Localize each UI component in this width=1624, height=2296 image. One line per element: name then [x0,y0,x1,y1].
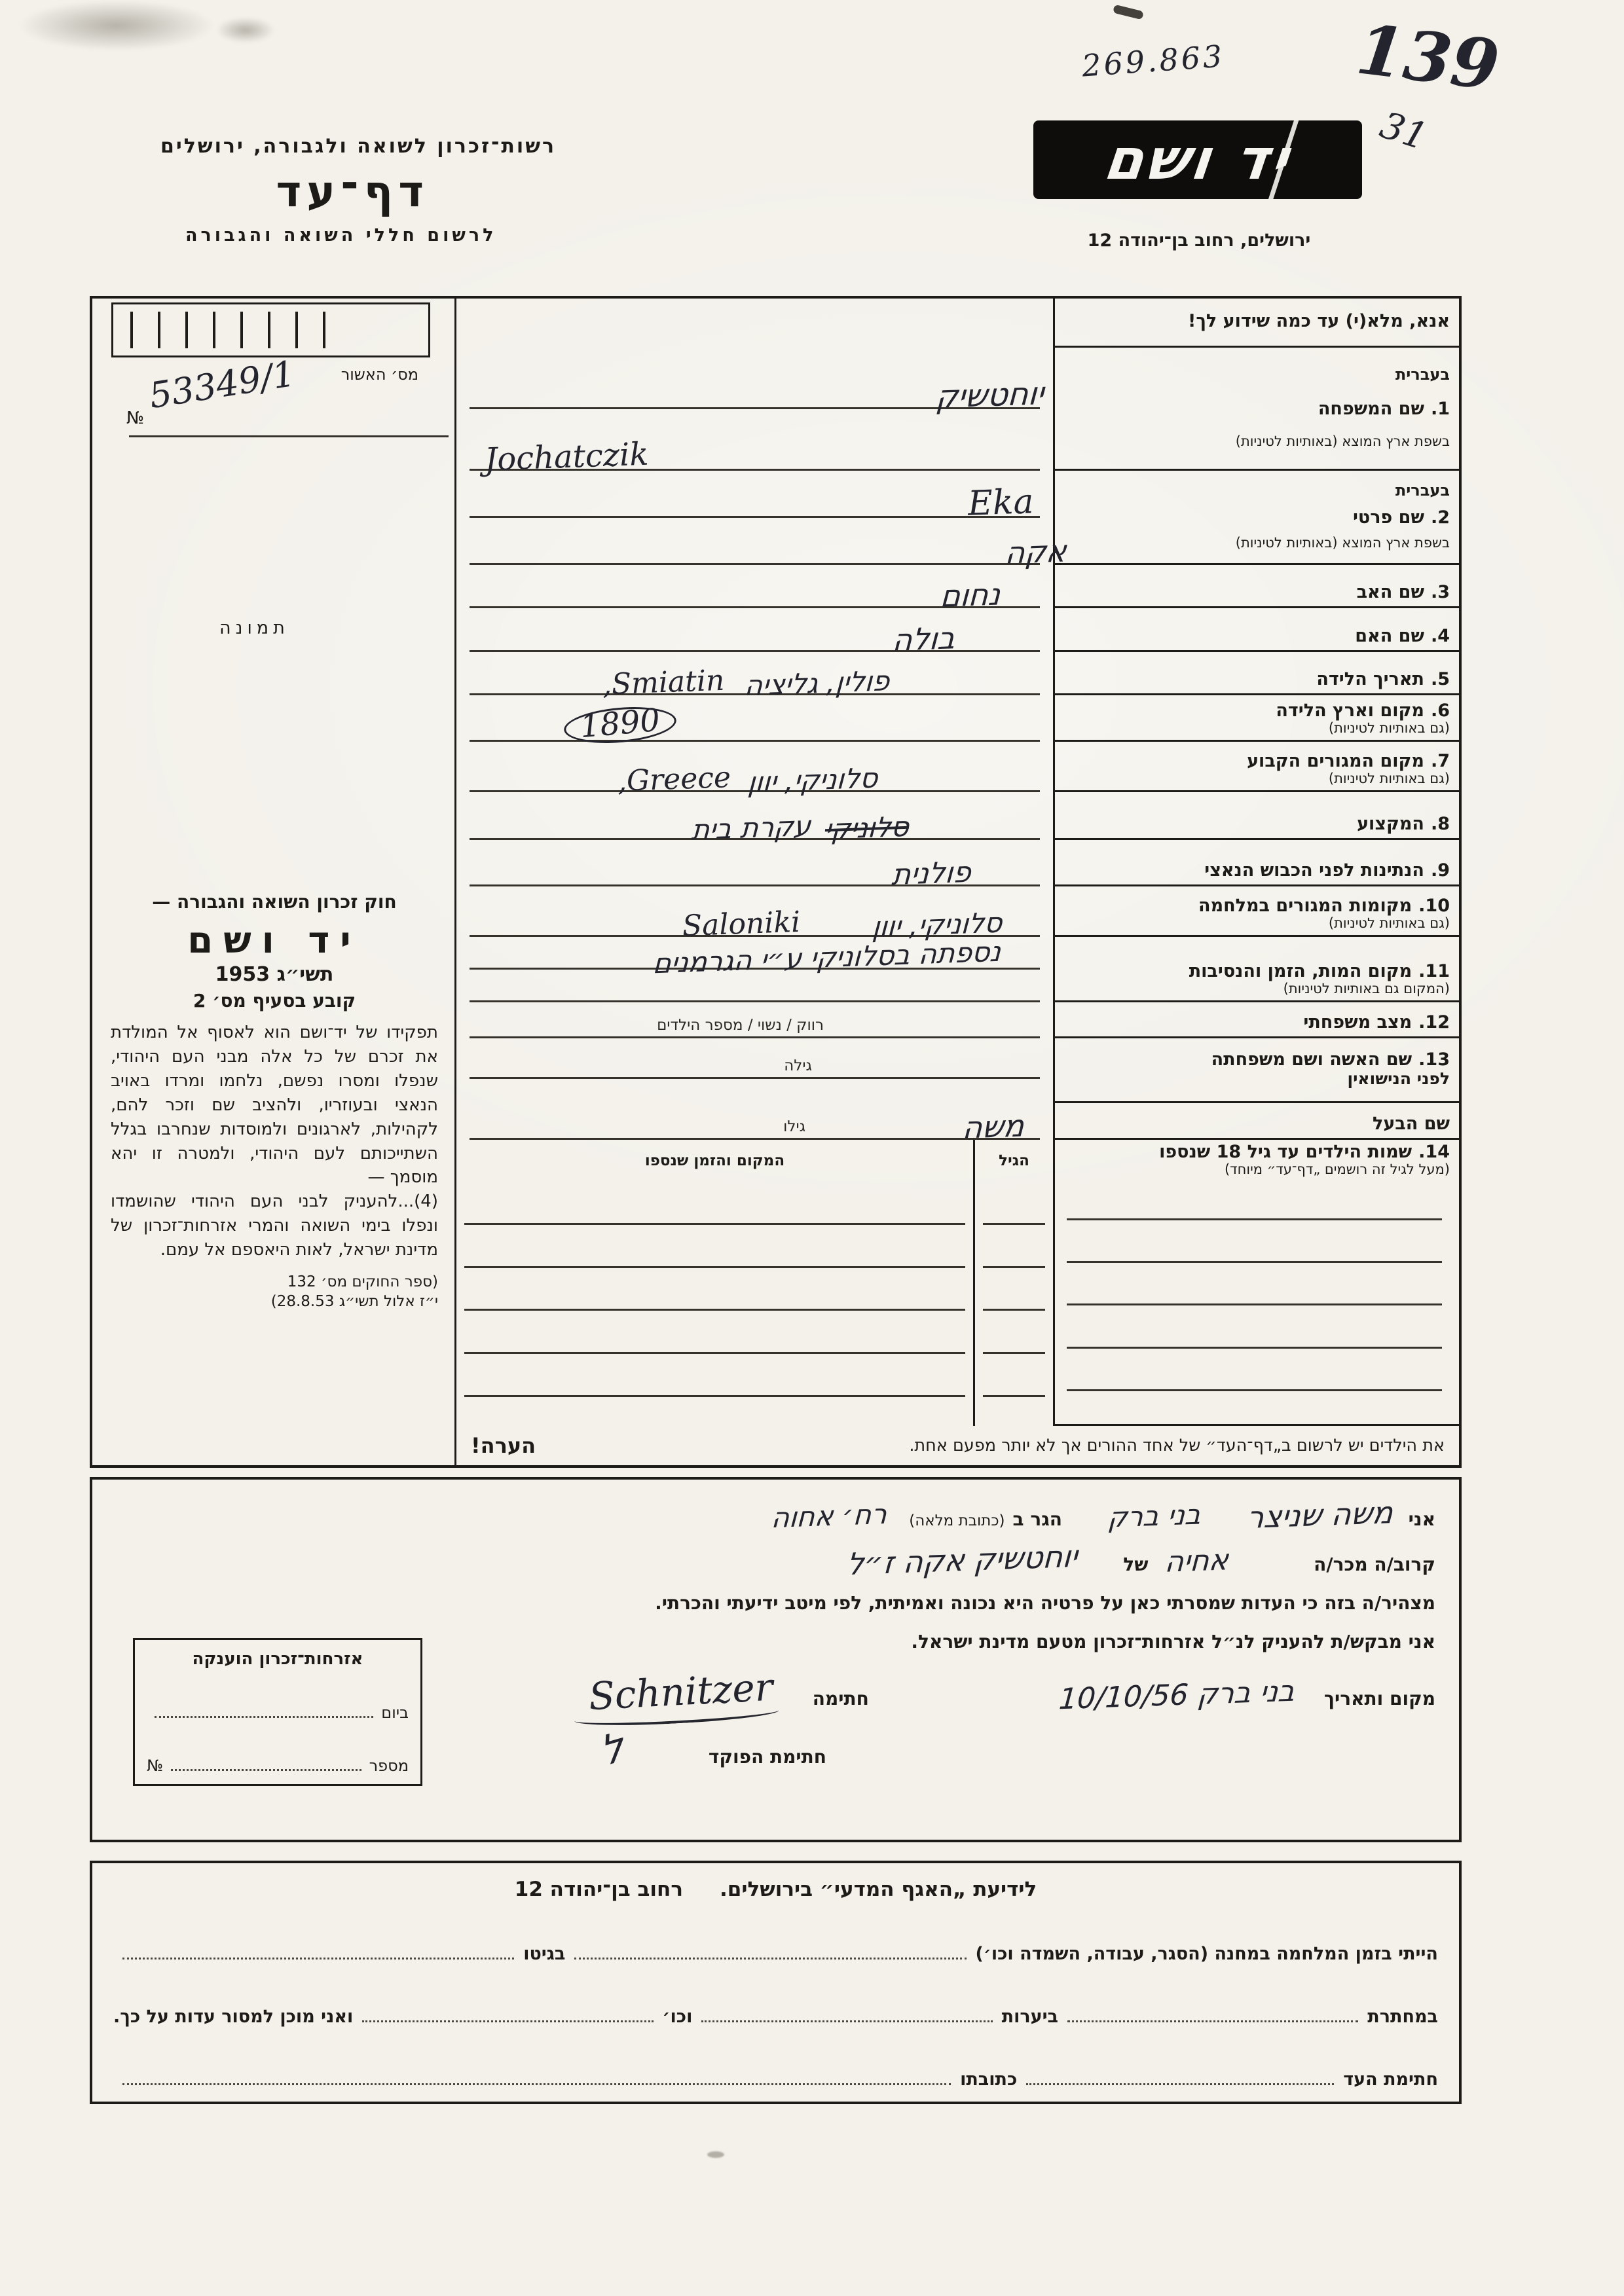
write-line [983,1182,1045,1225]
handwritten-family-name-hebrew: יוחטשיק [934,374,1045,416]
scan-mark [1113,5,1144,20]
law-clause-4: (4)...להעניק לבני העם היהודי שהושמדו ונפלו בימי השואה והמרי אזרחות־זכרון של מדינת ישראל, לאות היאספם אל עמם. [111,1192,438,1260]
tally-stroke [130,312,133,348]
fill-line [1026,2083,1334,2085]
note-label: הערה! [471,1433,536,1458]
field-label: בעברית 1.שם המשפחה בשפת ארץ המוצא (באותיות לטיניות) [1053,348,1459,471]
official-signature-label: חתימת הפוקד [708,1746,826,1768]
certificate-number-area [92,352,456,437]
field-row-family-name [456,348,1459,479]
field-label: שם הבעל [1053,1103,1459,1140]
write-line [470,608,1040,658]
write-line [470,695,1040,746]
office-address: ירושלים, רחוב בן־יהודה 12 [1087,230,1311,251]
fill-line [362,2020,653,2022]
handwritten-declarant-city: בני ברק [1107,1498,1202,1534]
write-line [464,1225,965,1268]
resides-label: הגר ב [1012,1508,1062,1530]
relation-line [116,1538,1435,1582]
handwritten-profession: עקרת בית [690,809,812,847]
answer-area [456,652,1053,702]
field-row-children [456,1140,1459,1426]
handwritten-victim-name: יוחטשיק אקה ז״ל [845,1538,1079,1582]
fill-line [122,1958,514,1959]
field-row-father-name [456,565,1459,614]
answer-area [456,695,1053,746]
handwritten-wartime-residence-latin: Saloniki [681,905,801,943]
write-line [1067,1177,1442,1220]
write-line [470,652,1040,702]
write-line [983,1268,1045,1311]
handwritten-relation: אחיה [1164,1543,1230,1579]
write-line [470,792,1040,847]
answer-area [456,742,1053,799]
field-row-husband-name [456,1103,1459,1146]
forests-label: ביערות [1001,2007,1059,2027]
i-label: אני [1408,1508,1435,1530]
law-source-reference: (ספר החוקים מס׳ 132 י״ז אלול תשי״ג 28.8.53) [270,1273,438,1310]
handwritten-mother-name: בולה [891,619,956,658]
handwritten-wartime-residence-hebrew: סלוניקי, יוון [870,906,1003,943]
field-label: 6.מקום וארץ הלידה (גם באותיות לטיניות) [1053,695,1459,742]
of-label: של [1123,1554,1149,1575]
instruction-cell [1053,299,1459,348]
citizenship-request-statement: אני מבקש/ת להעניק לנ״ל אזרחות־זכרון מטעם מדינת ישראל. [911,1631,1435,1652]
handwritten-birth-region: פולין, גליציה [743,665,891,702]
left-column [92,299,456,1465]
write-line [470,565,1040,614]
handwritten-page-number: 139 [1352,9,1504,106]
handwritten-residence-hebrew: סלוניקי, יוון [746,761,879,799]
field-label: 9.הנתינות לפני הכבוש הנאצי [1053,840,1459,886]
numero-symbol: № [126,409,145,428]
field-row-mother-name [456,608,1459,658]
field-row-profession [456,792,1459,847]
write-line [470,742,1040,799]
handwritten-family-name-latin: Jochatczik [483,435,649,479]
write-line [470,471,1040,524]
underground-line [113,2007,1438,2027]
note-row [456,1426,1459,1465]
law-logo-text: יד ושם [187,919,361,962]
write-line [983,1354,1045,1397]
printed-his-age-label: גילו [783,1118,806,1135]
write-line [983,1311,1045,1354]
write-line [470,348,1045,416]
law-body: תפקידו של יד־ושם הוא לאסוף אל המולדת את זכרם של כל אלה מבני העם היהודי, שנפלו ומסרו נפשם, נלחמו ומרדו באויב הנאצי ובעוזריו, ולהציב שם וזכר להם, לקהילות, לארגונים ולמוסדות שנחרבו בגלל השתייכותם לעם היהודי, ולמטרה זו יהא מוסמך — [111,1023,438,1188]
fill-line [574,1958,966,1959]
field-label: 12.מצב משפחתי [1053,1002,1459,1038]
law-text-block [92,891,456,1312]
numero-symbol: № [147,1757,163,1775]
handwritten-husband-name: משה [961,1107,1025,1146]
scan-speck [707,2151,724,2158]
write-line [470,1103,1040,1146]
children-name-lines [1059,1177,1450,1420]
signature-label: חתימה [812,1688,869,1709]
declaration-section [90,1477,1462,1842]
fill-line [701,2020,992,2022]
witness-address-label: כתובתו [960,2069,1018,2090]
answer-area [456,348,1053,479]
answer-area [456,840,1053,892]
law-year: תשי״ג 1953 [215,963,334,986]
etc-label: וכו׳ [662,2007,693,2027]
full-address-note: (כתובת מלאה) [909,1512,1005,1529]
underground-label: במחתרת [1367,2007,1438,2027]
write-line [470,840,1040,892]
camp-label: הייתי בזמן המלחמה במחנה (הסגר, עבודה, השמדה וכו׳) [975,1944,1438,1964]
form-fields [456,299,1459,1465]
field-row-first-name [456,471,1459,571]
tally-stroke [323,312,325,348]
tally-stroke [158,312,160,348]
answer-area [456,471,1067,571]
write-line [470,409,1040,479]
printed-her-age-label: גילה [784,1057,812,1074]
ghetto-label: בגיטו [523,1944,566,1964]
tally-stroke [213,312,215,348]
field-row-family-status [456,1002,1459,1038]
main-form [90,296,1462,1468]
place-date-label: מקום ותאריך [1323,1688,1435,1709]
field-row-birth-date [456,652,1459,702]
answer-area [456,792,1053,847]
handwritten-father-name: נחום [939,575,1002,614]
handwritten-official-mark: ל [597,1722,627,1776]
handwritten-declarant-name: משה שניצר [1245,1495,1394,1535]
scan-smudge [18,0,215,51]
camp-line [113,1944,1438,1964]
place-column-header: המקום והזמן שנספו [644,1152,785,1169]
fill-line [1067,2020,1358,2022]
yad-vashem-logo [1033,120,1362,199]
certificate-number-label: מס׳ האשור [341,365,418,384]
fill-line [122,2083,951,2085]
law-clause: קובע בסעיף מס׳ 2 [193,990,356,1011]
citizenship-date-line [147,1704,409,1722]
handwritten-birth-town-latin: Smiatin, [602,664,726,702]
answer-area [456,937,1053,1002]
field-row-wife-name [456,1038,1459,1103]
number-label: מספר [369,1757,409,1775]
write-line [464,1182,965,1225]
answer-area [456,1038,1053,1103]
answer-area [456,565,1053,614]
field-label: 13.שם האשה ושם משפחתה לפני הנישואין [1053,1038,1459,1103]
write-line [1067,1349,1442,1391]
field-row-birth-place [456,695,1459,746]
handwritten-first-name-hebrew: אקה [1003,532,1067,571]
answer-area [456,608,1053,658]
age-column-header: הגיל [999,1152,1029,1169]
photo-placeholder-label: תמונה [219,618,289,638]
children-place-column [456,1140,973,1426]
handwritten-place-date: בני ברק 10/10/56 [1058,1674,1296,1717]
yad-vashem-logo-text: יד ושם [1100,127,1295,192]
handwritten-file-number: 269.863 [1080,38,1226,84]
form-subtitle: לרשום חללי השואה והגבורה [185,225,497,246]
citizenship-number-line [147,1757,409,1775]
fill-in-instruction: אנא, מלא(י) עד כמה שידוע לך! [1188,310,1450,331]
write-line [470,886,1040,943]
tally-stroke [295,312,298,348]
scientific-division-title: לידיעת „האגף המדעי״ בירושלים. רחוב בן־יהודה 12 [514,1878,1037,1901]
write-line [464,1268,965,1311]
write-line [983,1225,1045,1268]
form-title: דף־עד [276,166,429,217]
handwritten-signature: Schnitzer [587,1664,775,1719]
scan-smudge [216,17,275,43]
note-text: את הילדים יש לרשום ב„דף־העד״ של אחד ההורים אך לא יותר מפעם אחת. [909,1436,1445,1455]
handwritten-page-number-small: 31 [1375,103,1433,159]
field-label: בעברית 2.שם פרטי בשפת ארץ המוצא (באותיות לטיניות) [1053,471,1459,565]
handwritten-birth-year: 1890 [563,702,678,747]
citizenship-box-title: אזרחות־זכרון הוענקה [192,1649,363,1669]
handwritten-declarant-street: רח׳ אחוה [770,1497,888,1535]
relative-label: קרוב/ה מכר/ה [1314,1554,1435,1575]
field-row-place-of-death [456,937,1459,1002]
answer-area [456,1103,1053,1146]
declaration-statement: מצהיר/ה בזה כי העדות שמסרתי כאן על פרטיה היא נכונה ואמיתית, לפי מיטב ידיעתי והכרתי. [655,1592,1435,1614]
field-label: 5.תאריך הלידה [1053,652,1459,695]
field-row-nationality [456,840,1459,892]
tally-stroke [240,312,243,348]
field-label: 11.מקום המות, הזמן והנסיבות (המקום גם באותיות לטיניות) [1053,937,1459,1002]
tally-stroke [268,312,270,348]
tally-stroke [185,312,188,348]
children-names-column: 14.שמות הילדים עד גיל 18 שנספו (מעל לגיל זה רושמים „דף־עד״ מיוחד) [1053,1140,1459,1426]
on-date-label: ביום [381,1704,409,1722]
field-row-wartime-residence [456,886,1459,943]
write-line [470,1002,1040,1038]
field-row-permanent-residence [456,742,1459,799]
write-line [470,518,1067,571]
field-label: 7.מקום המגורים הקבוע (גם באותיות לטיניות) [1053,742,1459,792]
write-line [464,1311,965,1354]
witness-signature-line [113,2069,1438,2090]
write-line [470,935,1040,980]
witness-signature-label: חתימת העד [1343,2069,1438,2090]
field-label: 4.שם האם [1053,608,1459,652]
law-heading: חוק זכרון השואה והגבורה — [152,891,397,913]
answer-area [456,1002,1053,1038]
handwritten-crossed-out: סלוניקי [824,810,910,846]
instruction-row [456,299,1459,348]
write-line [470,1038,1040,1079]
fill-line [155,1716,373,1718]
scientific-division-section [90,1861,1462,2104]
handwritten-nationality: פולנית [891,856,972,892]
field-label: 8.המקצוע [1053,792,1459,840]
write-line [1067,1220,1442,1263]
field-label: 10.מקומות המגורים במלחמה (גם באותיות לטיניות) [1053,886,1459,937]
willing-to-testify-text: ואני מוכן למסור עדות על כך. [113,2007,354,2027]
field-label: 3.שם האב [1053,565,1459,608]
write-line [1067,1263,1442,1305]
fill-line [171,1769,361,1771]
certificate-number-line [129,435,449,437]
children-age-column [973,1140,1053,1426]
authority-title: רשות־זכרון לשואה ולגבורה, ירושלים [160,135,557,158]
write-line [464,1354,965,1397]
handwritten-certificate-number: 53349/1 [146,352,298,417]
handwritten-death-circumstances: נספתה בסלוניקי ע״י הגרמנים [652,935,1002,980]
family-status-options: רווק / נשוי / מספר הילדים [657,1017,824,1034]
handwritten-residence-latin: Greece, [616,761,731,799]
tally-marks-box [111,302,430,357]
memorial-citizenship-box [133,1638,422,1786]
answer-area [456,886,1053,943]
empty-cell [456,299,1053,348]
declarant-line [116,1495,1435,1535]
write-line [1067,1305,1442,1348]
handwritten-first-name-latin: Eka [967,482,1035,524]
